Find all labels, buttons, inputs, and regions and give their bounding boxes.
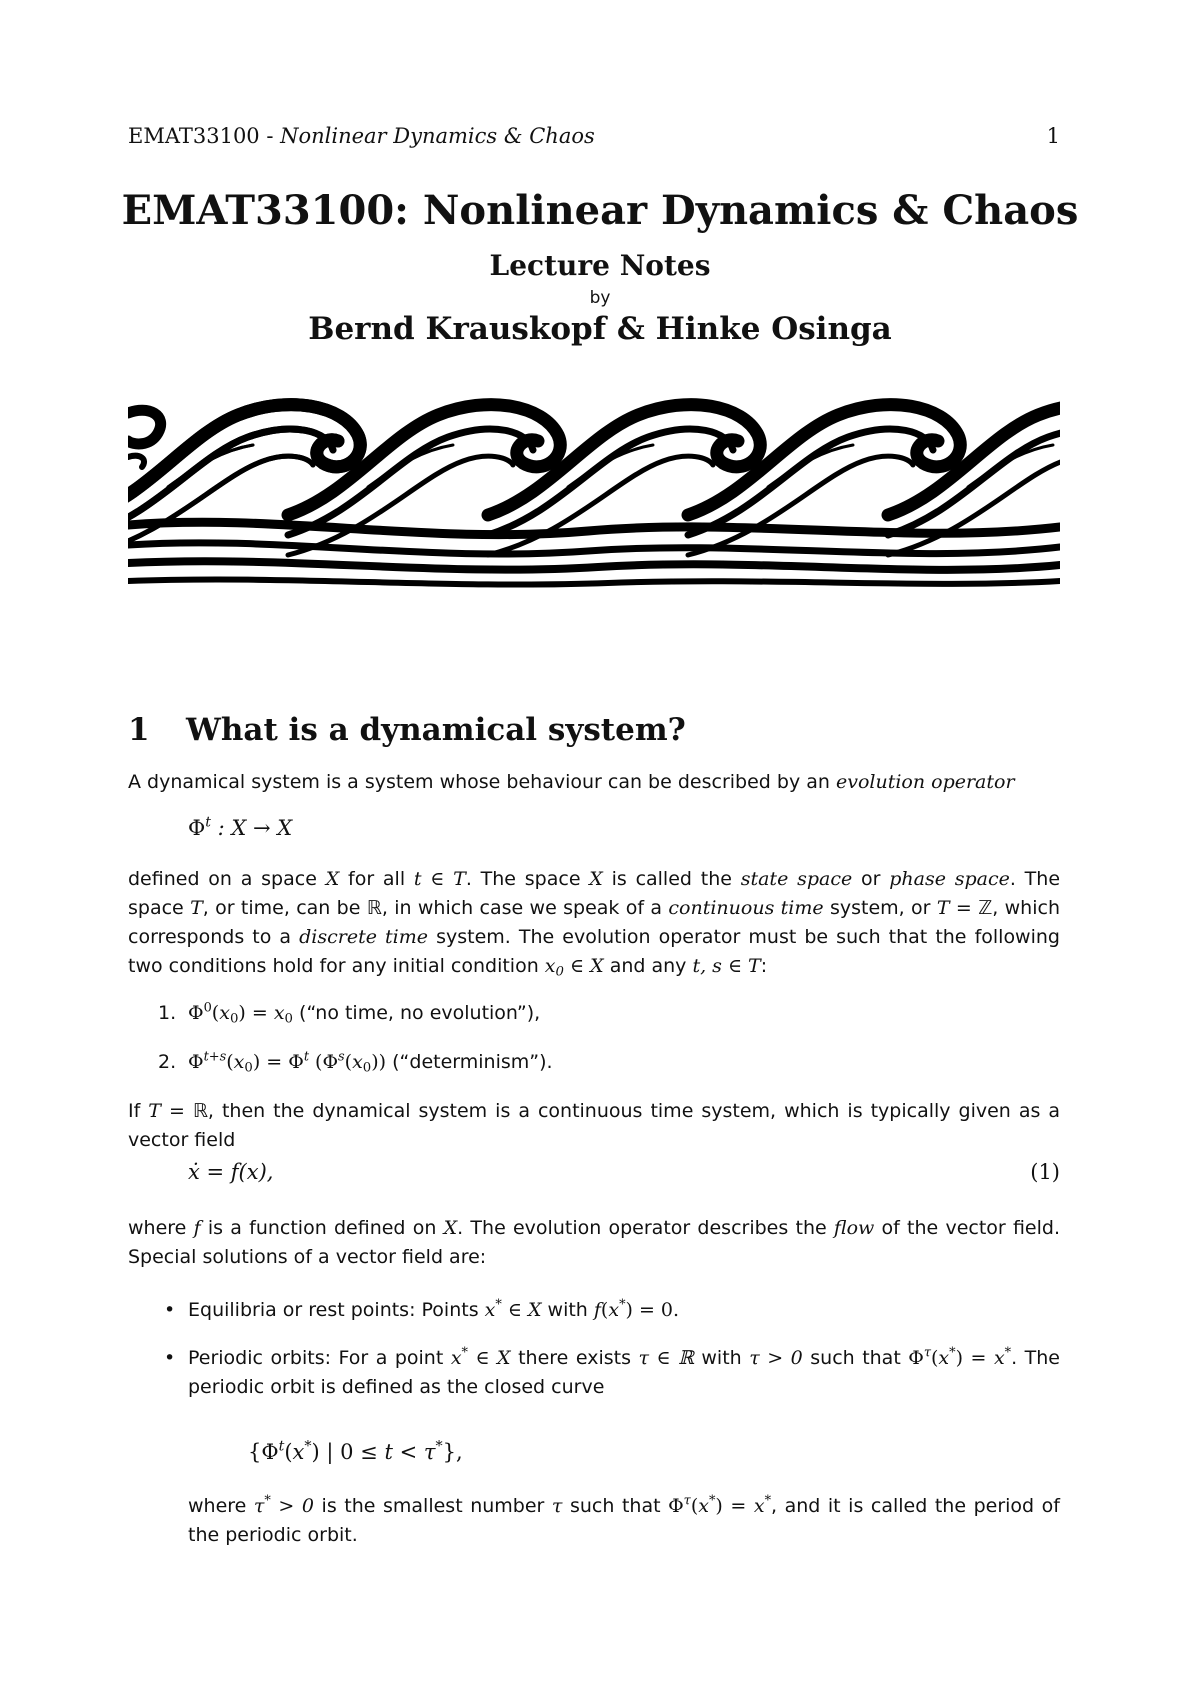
text-run: of the vector field. Special solutions of a vector field are:	[128, 1217, 1060, 1268]
running-head-title	[128, 124, 595, 148]
text-run: is called the	[602, 868, 741, 890]
math-xstar-in-X: x* ∈ X	[450, 1345, 511, 1369]
emphasis: discrete time	[299, 926, 429, 948]
text-run: If	[128, 1100, 149, 1122]
text-run: system. The evolution operator must be such that the following two conditions hold for any initial condition	[128, 926, 1060, 977]
text-run: and any	[603, 955, 693, 977]
math-ts-in-T: t, s ∈ T	[692, 955, 761, 977]
course-title: Nonlinear Dynamics & Chaos	[280, 124, 595, 148]
text-run: where	[188, 1495, 254, 1517]
math: Φ	[188, 816, 206, 840]
bullet-icon: •	[164, 1299, 176, 1321]
text-run: . The periodic orbit is defined as the closed curve	[188, 1347, 1060, 1398]
text-run: there exists	[510, 1347, 639, 1369]
text-run: = ℝ, then the dynamical system is a continuous time system, which is typically given as a vector field	[128, 1100, 1060, 1151]
text-run: with	[541, 1299, 594, 1321]
text-run: system, or	[823, 897, 937, 919]
paragraph-flow	[128, 1214, 1060, 1272]
text-run: A dynamical system is a system whose behaviour can be described by an	[128, 771, 836, 793]
paragraph-intro	[128, 768, 1060, 797]
math-X: X	[325, 868, 340, 890]
emphasis: continuous time	[668, 897, 824, 919]
math-condition-2: $\Phi^{t+s}(x_0) = \Phi^t$ $(\Phi^s(x_0))$	[188, 1049, 387, 1076]
page-number: 1	[1046, 124, 1060, 148]
bullet-icon: •	[164, 1347, 176, 1369]
math-periodic-condition: $\Phi^\tau(x^*) = x^*$	[908, 1345, 1012, 1369]
text-run: :	[760, 955, 768, 977]
list-item	[158, 1000, 541, 1027]
text-run: is a function defined on	[200, 1217, 444, 1239]
emphasis: evolution operator	[835, 771, 1015, 793]
text-run: (“no time, no evolution”),	[293, 1002, 541, 1024]
text-run: where	[128, 1217, 194, 1239]
text-run: with	[693, 1347, 750, 1369]
math-T: T	[190, 897, 203, 919]
text-run: , or time, can be ℝ, in which case we speak of a	[202, 897, 669, 919]
document-authors: Bernd Krauskopf & Hinke Osinga	[308, 311, 892, 347]
course-code: EMAT33100 -	[128, 124, 281, 148]
equation-1	[188, 1160, 273, 1184]
paragraph-period	[188, 1492, 1060, 1550]
math-xstar-in-X: x* ∈ X	[484, 1297, 542, 1321]
equation-number: (1)	[1030, 1160, 1060, 1184]
text-run: . The evolution operator describes the	[457, 1217, 834, 1239]
equation-operator	[188, 816, 292, 840]
section-title: What is a dynamical system?	[186, 712, 686, 748]
text-run: defined on a space	[128, 868, 326, 890]
text-run: such that	[562, 1495, 669, 1517]
math-t-in-T: t ∈ T	[413, 868, 466, 890]
list-label: 2.	[158, 1051, 177, 1073]
text-run: or	[852, 868, 890, 890]
emphasis: state space	[740, 868, 853, 890]
math: t	[278, 1438, 285, 1455]
text-run: = ℤ, which corresponds to a	[128, 897, 1060, 948]
text-run: . The space	[128, 868, 1061, 919]
math-tau-in-R: τ ∈ ℝ	[638, 1347, 694, 1369]
math-X: X	[443, 1217, 458, 1239]
math: t	[205, 814, 211, 831]
math-periodic-condition: $\Phi^\tau(x^*) = x^*$	[668, 1493, 772, 1517]
math-X: X	[589, 868, 603, 890]
math-T: T	[148, 1100, 161, 1122]
text-run: Periodic orbits: For a point	[188, 1347, 451, 1369]
math: : X → X	[210, 816, 293, 840]
emphasis: flow	[833, 1217, 875, 1239]
math-taustar-positive: τ* > 0	[253, 1493, 314, 1517]
text-run: (“determinism”).	[386, 1051, 553, 1073]
math: {Φ	[248, 1440, 279, 1464]
text-run: , and it is called the period of the periodic orbit.	[188, 1495, 1060, 1546]
section-heading	[128, 712, 686, 748]
wave-fractal-icon	[128, 395, 1060, 590]
math-x0-in-X: $x_0$ ∈ X	[544, 955, 604, 980]
text-run: for all	[339, 868, 414, 890]
list-item: • Equilibria or rest points: Points x* ∈ X with f(x*) = 0.	[158, 1296, 1060, 1325]
list-item	[158, 1049, 553, 1076]
text-run: is the smallest number	[313, 1495, 552, 1517]
document-subtitle: Lecture Notes	[489, 249, 711, 282]
paragraph-state-space	[128, 865, 1060, 981]
math-tau-positive: τ > 0	[749, 1347, 803, 1369]
document-title: EMAT33100: Nonlinear Dynamics & Chaos	[121, 187, 1079, 234]
paragraph-vector-field	[128, 1097, 1060, 1155]
document-by: by	[589, 288, 611, 308]
equation-orbit: {$\Phi^t(x^*)$ | 0 ≤ t < τ*},	[248, 1438, 463, 1464]
text-run: Equilibria or rest points: Points	[188, 1299, 485, 1321]
math-tau: τ	[551, 1495, 563, 1517]
math-f: f	[193, 1217, 201, 1239]
math-fxstar-zero: f	[593, 1299, 601, 1321]
running-head	[128, 124, 1060, 148]
text-run: such that	[802, 1347, 909, 1369]
list-label: 1.	[158, 1002, 177, 1024]
math: ẋ = f(x),	[188, 1160, 274, 1184]
section-number: 1	[128, 712, 150, 748]
emphasis: phase space	[889, 868, 1010, 890]
math-condition-1: $\Phi^0(x_0) = x_0$	[188, 1000, 294, 1027]
list-item	[158, 1344, 1060, 1402]
text-run: . The space	[465, 868, 590, 890]
math-T: T	[936, 897, 950, 919]
